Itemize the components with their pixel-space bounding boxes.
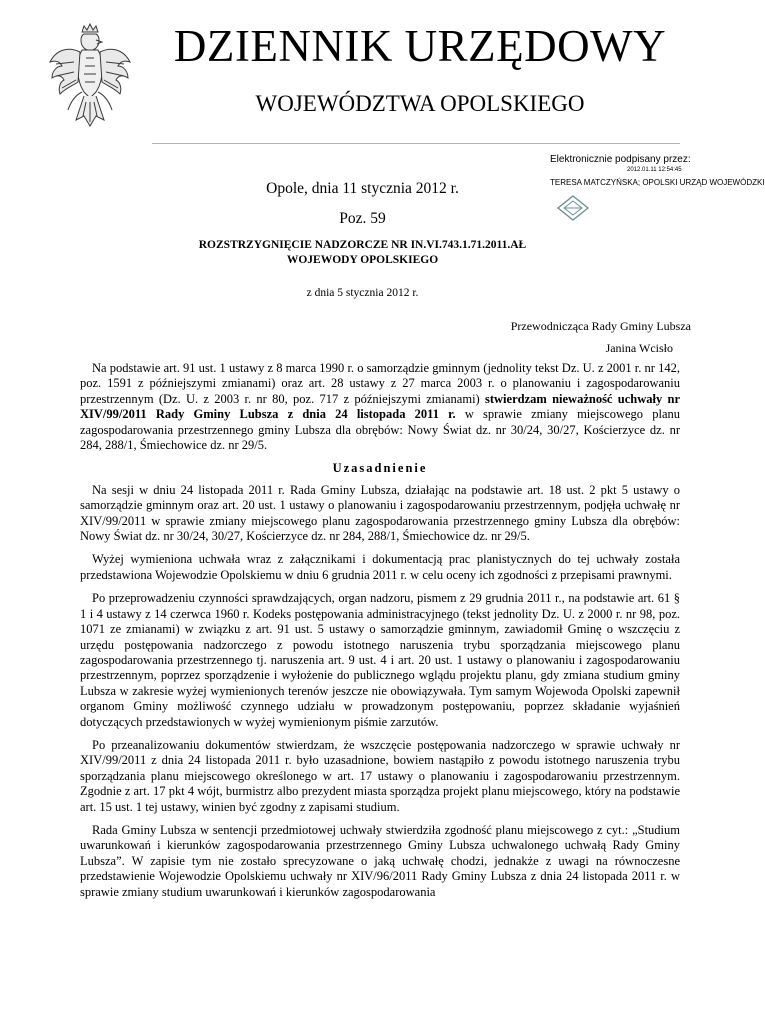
gazette-title: DZIENNIK URZĘDOWY	[173, 21, 667, 71]
issue-date: z dnia 5 stycznia 2012 r.	[306, 287, 419, 299]
decision-text-bold: stwierdzam nieważność uchwały nr XIV/99/2011 Rady Gminy Lubsza z dnia 24 listopada 2011 r.	[80, 391, 680, 422]
gazette-subtitle: WOJEWÓDZTWA OPOLSKIEGO	[255, 91, 585, 116]
paragraph-2: Na sesji w dniu 24 listopada 2011 r. Rada Gminy Lubsza, działając na podstawie art. 18 ust. 2 pkt 5 ustawy o samorządzie gminnym oraz art. 20 ust. 1 ustawy o planowaniu i zagospodarowaniu przestrzennym, podjęła uchwałę nr XIV/99/2011 w sprawie zmiany miejscowego planu zagospodarowania przestrzennego gminy Lubsza dla obrębów: Nowy Świat dz. nr 30/24, 30/27, Kościerzyce dz. nr 284, 288/1, Śmiechowice dz. nr 29/5.	[80, 482, 680, 544]
signature-signer: TERESA MATCZYŃSKA; OPOLSKI URZĄD WOJEWÓDZKI	[550, 178, 765, 187]
position-number: Poz. 59	[339, 210, 386, 227]
addressee-name: Janina Wcisło	[605, 341, 673, 355]
heading-line-2: WOJEWODY OPOLSKIEGO	[286, 254, 439, 266]
paragraph-decision	[80, 361, 680, 453]
paragraph-5: Po przeanalizowaniu dokumentów stwierdzam, że wszczęcie postępowania nadzorczego w sprawie uchwały nr XIV/99/2011 z dnia 24 listopada 2011 r. było uzasadnione, bowiem nastąpiło z powodu istotnego naruszenia trybu sporządzania planu miejscowego określonego w art. 17 ustawy o planowaniu i zagospodarowaniu przestrzennym. Zgodnie z art. 17 pkt 4 wójt, burmistrz albo prezydent miasta sporządza projekt planu miejscowego, który na podstawie art. 15 ust. 1 tej ustawy, winien być zgodny z zapisami studium.	[80, 737, 680, 814]
addressee-title: Przewodnicząca Rady Gminy Lubsza	[510, 319, 691, 333]
document-body	[80, 361, 680, 908]
document-heading	[0, 238, 725, 268]
masthead-divider	[152, 143, 680, 144]
heading-line-1: ROZSTRZYGNIĘCIE NADZORCZE NR IN.VI.743.1.71.2011.AŁ	[198, 239, 527, 251]
signature-timestamp: 2012.01.11 12:54:45	[627, 167, 682, 173]
section-heading-justification: Uzasadnienie	[332, 461, 428, 476]
paragraph-4: Po przeprowadzeniu czynności sprawdzających, organ nadzoru, pismem z 29 grudnia 2011 r., na podstawie art. 61 § 1 i 4 ustawy z 14 czerwca 1960 r. Kodeks postępowania administracyjnego (tekst jednolity Dz. U. z 2000 r. nr 98, poz. 1071 ze zmianami) w związku z art. 91 ust. 5 ustawy o samorządzie gminnym, zawiadomił Gminę o wszczęciu z urzędu postępowania nadzorczego z powodu istotnego naruszenia trybu sporządzania miejscowego planu zagospodarowania przestrzennego tj. naruszenia art. 9 ust. 4 i art. 20 ust. 1 ustawy o planowaniu i zagospodarowaniu przestrzennym, poprzez sporządzenie i wyłożenie do publicznego wglądu projektu planu, gdy zmiana studium gminy Lubsza w zakresie wyżej wymienionych terenów jeszcze nie obowiązywała. Tym samym Wojewoda Opolski zapewnił organom Gminy możliwość czynnego udziału w prowadzonym postępowaniu, poprzez składanie wyjaśnień dotyczących przedstawionych w wyżej wymienionym piśmie zarzutów.	[80, 591, 680, 729]
paragraph-3: Wyżej wymieniona uchwała wraz z załącznikami i dokumentacją prac planistycznych do tej uchwały została przedstawiona Wojewodzie Opolskiemu w dniu 6 grudnia 2011 r. w celu oceny ich zgodności z przepisami prawnymi.	[80, 552, 680, 582]
decision-text-c: w sprawie zmiany miejscowego planu zagospodarowania przestrzennego gminy Lubsza dla obrębów: Nowy Świat dz. nr 30/24, 30/27, Kościerzyce dz. nr 284, 288/1, Śmiechowice dz. nr 29/5.	[80, 407, 680, 453]
signature-label: Elektronicznie podpisany przez:	[550, 154, 691, 165]
paragraph-6: Rada Gminy Lubsza w sentencji przedmiotowej uchwały stwierdziła zgodność planu miejscowego z cyt.: „Studium uwarunkowań i kierunków zagospodarowania przestrzennego Gminy Lubsza uchwalonego uchwałą Rady Gminy Lubsza”. W zapisie tym nie zostało sprecyzowane o jaką uchwałę chodzi, jednakże z uwagi na równoczesne przedstawienie Wojewodzie Opolskiemu uchwały nr XIV/96/2011 Rady Gminy Lubsza z dnia 24 listopada 2011 r. w sprawie zmiany studium uwarunkowań i kierunków zagospodarowania	[80, 822, 680, 899]
decision-text-a: Na podstawie art. 91 ust. 1 ustawy z 8 marca 1990 r. o samorządzie gminnym (jednolity tekst Dz. U. z 2001 r. nr 142, poz. 1591 z późniejszymi zmianami) oraz art. 28 ustawy z 27 marca 2003 r. o planowaniu i zagospodarowaniu przestrzennym (Dz. U. z 2003 r. nr 80, poz. 717 z późniejszymi zmianami)	[80, 361, 680, 406]
eagle-emblem-icon	[46, 22, 134, 132]
place-and-date: Opole, dnia 11 stycznia 2012 r.	[266, 180, 459, 197]
